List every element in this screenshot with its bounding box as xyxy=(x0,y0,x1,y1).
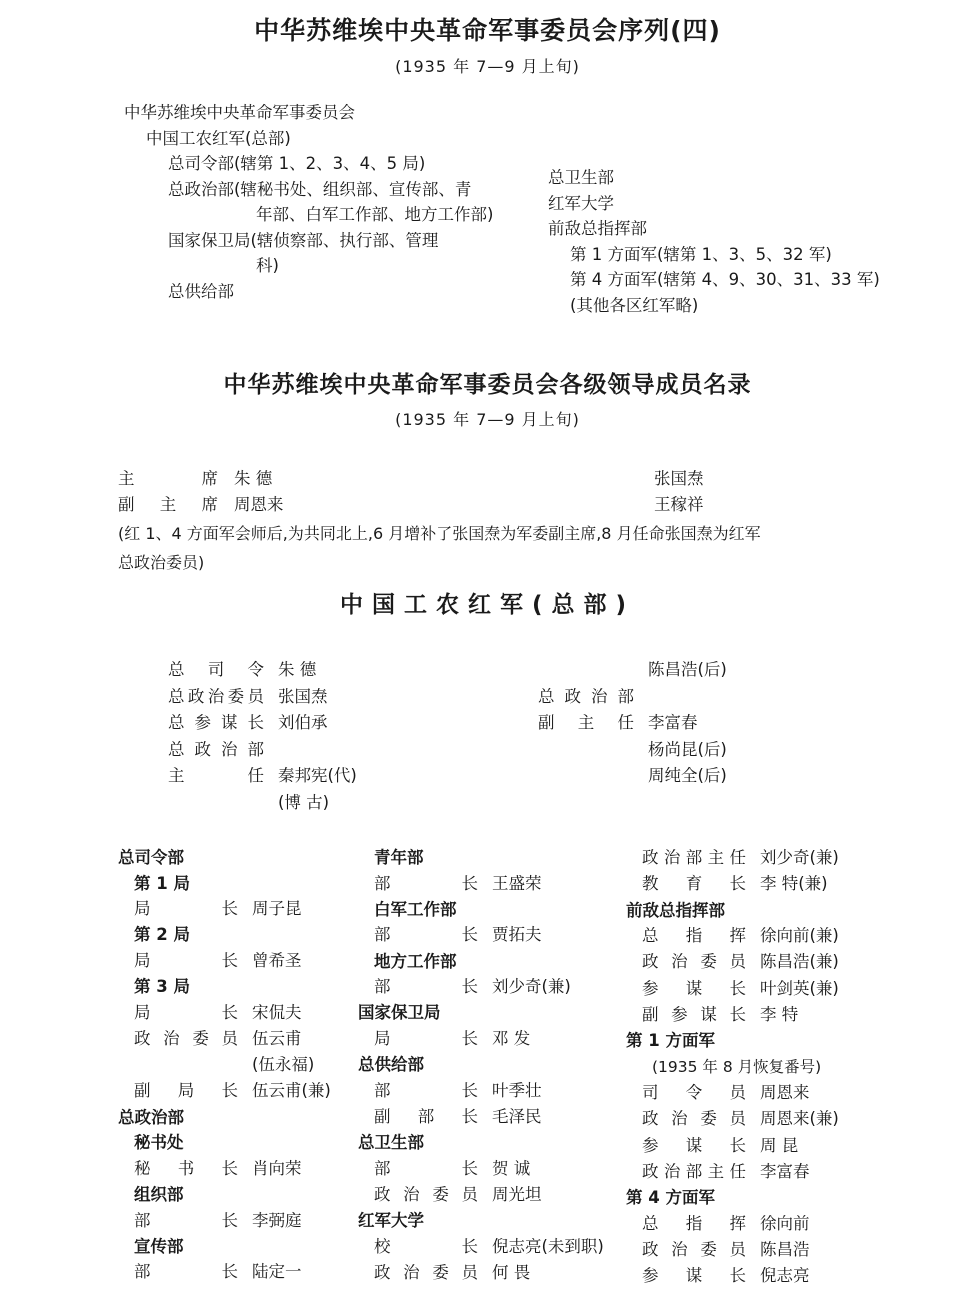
position-row xyxy=(118,948,358,974)
org-tree-line: 红军大学 xyxy=(548,193,614,213)
position-holder: 李富春 xyxy=(760,1161,810,1181)
position-row xyxy=(626,949,926,975)
position-title: 政治委员 xyxy=(374,1185,478,1205)
position-holder: 倪志亮(未到职) xyxy=(492,1236,604,1256)
position-title: 局长 xyxy=(134,950,238,970)
org-tree-right-column xyxy=(548,165,928,318)
hq-roster-left xyxy=(168,657,357,816)
hq-name xyxy=(634,684,648,711)
position-holder: 贾拓夫 xyxy=(492,925,542,945)
unit-heading: 总政治部 xyxy=(118,1107,184,1127)
position-row xyxy=(358,1156,620,1182)
org-tree-line: 国家保卫局(辖侦察部、执行部、管理 xyxy=(168,230,439,250)
position-holder: 陈昌浩(兼) xyxy=(760,952,839,972)
org-tree-line: 科) xyxy=(256,256,279,275)
hq-name-continuation: 杨尚昆(后) xyxy=(648,739,727,759)
unit-heading: 第 2 局 xyxy=(134,925,190,945)
org-tree-line: 总卫生部 xyxy=(548,168,614,187)
roster-role: 主席 xyxy=(118,469,218,488)
unit-heading: 白军工作部 xyxy=(374,899,457,919)
unit-heading: 第 1 方面军 xyxy=(626,1031,715,1051)
position-row xyxy=(626,1080,926,1106)
unit-heading: 总供给部 xyxy=(358,1055,424,1075)
position-title: 政治委员 xyxy=(374,1263,478,1283)
position-row xyxy=(358,1234,620,1260)
org-tree-line: 中国工农红军(总部) xyxy=(146,128,291,148)
position-holder: 李弼庭 xyxy=(252,1210,302,1230)
position-holder: 徐向前(兼) xyxy=(760,926,839,946)
position-holder: 伍云甫(兼) xyxy=(252,1081,331,1101)
position-row xyxy=(358,922,620,948)
hq-row xyxy=(538,684,727,711)
position-row xyxy=(358,974,620,1000)
position-title: 部长 xyxy=(374,977,478,997)
position-holder: 周 昆 xyxy=(760,1135,799,1155)
position-holder: 毛泽民 xyxy=(492,1106,542,1126)
roster-name-secondary: 张国焘 xyxy=(654,469,704,488)
position-holder: 刘少奇(兼) xyxy=(760,848,839,867)
hq-role: 总政治委员 xyxy=(168,686,264,706)
unit-heading: 第 3 局 xyxy=(134,977,190,997)
unit-heading: 前敌总指挥部 xyxy=(626,900,725,920)
position-holder: 邓 发 xyxy=(492,1028,531,1048)
hq-row xyxy=(168,710,357,737)
unit-heading: 青年部 xyxy=(374,848,424,867)
position-title: 总指挥 xyxy=(642,1213,746,1233)
position-holder: 李 特 xyxy=(760,1004,799,1024)
position-holder: 叶季壮 xyxy=(492,1080,542,1100)
position-holder: 何 畏 xyxy=(492,1263,531,1283)
unit-heading: 宣传部 xyxy=(134,1236,184,1256)
position-holder: 陆定一 xyxy=(252,1262,302,1282)
roster-note-line: 总政治委员) xyxy=(118,553,205,572)
hq-row xyxy=(538,710,727,737)
unit-heading: 第 1 局 xyxy=(134,873,190,893)
position-row xyxy=(358,1104,620,1130)
roster-section-subtitle: (1935 年 7—9 月上旬) xyxy=(395,410,580,430)
page-title: 中华苏维埃中央革命军事委员会序列(四) xyxy=(254,16,721,45)
roster-name-secondary: 王稼祥 xyxy=(654,495,704,514)
hq-role: 总参谋长 xyxy=(168,713,264,732)
position-title: 参谋长 xyxy=(642,1266,746,1286)
position-row xyxy=(358,1026,620,1052)
position-title: 副参谋长 xyxy=(642,1004,746,1024)
position-holder: 倪志亮 xyxy=(760,1266,810,1286)
position-title: 部长 xyxy=(134,1210,238,1230)
hq-name-continuation: (博 古) xyxy=(278,792,330,812)
position-title: 政治委员 xyxy=(642,1109,746,1129)
position-holder: 贺 诚 xyxy=(492,1158,531,1178)
position-holder: 周光坦 xyxy=(492,1185,542,1205)
position-row xyxy=(626,1237,926,1263)
position-title: 部长 xyxy=(374,873,478,893)
roster-section-title: 中华苏维埃中央革命军事委员会各级领导成员名录 xyxy=(223,372,752,398)
unit-heading: 国家保卫局 xyxy=(358,1003,441,1023)
position-row xyxy=(118,1208,358,1234)
position-holder: 曾希圣 xyxy=(252,950,302,970)
position-holder: 周恩来(兼) xyxy=(760,1109,839,1129)
roster-role: 副主席 xyxy=(118,495,218,514)
org-tree-line: 总司令部(辖第 1、2、3、4、5 局) xyxy=(168,154,426,173)
roster-name-primary: 周恩来 xyxy=(234,495,284,514)
org-tree-line: (其他各区红军略) xyxy=(570,295,699,315)
position-row xyxy=(358,1260,620,1286)
detail-column-2 xyxy=(358,845,620,1286)
hq-name: 秦邦宪(代) xyxy=(278,766,357,785)
hq-name xyxy=(264,737,278,764)
position-title: 局长 xyxy=(374,1028,478,1048)
position-title: 秘书长 xyxy=(134,1158,238,1178)
position-row xyxy=(358,1078,620,1104)
position-row xyxy=(118,1078,358,1104)
unit-note: (1935 年 8 月恢复番号) xyxy=(652,1057,822,1076)
position-title: 政治委员 xyxy=(134,1028,238,1048)
roster-name-primary: 朱 德 xyxy=(234,469,273,488)
position-title: 副部长 xyxy=(374,1106,478,1126)
position-row xyxy=(626,871,926,897)
position-row xyxy=(626,845,926,871)
roster-row xyxy=(118,492,908,518)
hq-section-title: 中国工农红军(总部) xyxy=(339,592,636,618)
position-row xyxy=(118,1000,358,1026)
position-holder: 周子昆 xyxy=(252,899,302,918)
org-tree-line: 第 1 方面军(辖第 1、3、5、32 军) xyxy=(570,244,832,264)
position-title: 部长 xyxy=(374,1080,478,1100)
org-tree-line: 总供给部 xyxy=(168,281,234,301)
hq-role: 总政治部 xyxy=(168,739,264,759)
unit-heading: 组织部 xyxy=(134,1185,184,1205)
position-holder: 刘少奇(兼) xyxy=(492,977,571,997)
hq-role: 主任 xyxy=(168,766,264,785)
detail-column-1 xyxy=(118,845,358,1286)
hq-name: 张国焘 xyxy=(278,686,328,706)
position-holder: 徐向前 xyxy=(760,1213,810,1233)
hq-roster-right xyxy=(538,657,727,790)
detail-column-3 xyxy=(626,845,926,1290)
position-row xyxy=(118,1259,358,1285)
hq-role: 总司令 xyxy=(168,660,264,679)
unit-heading: 总卫生部 xyxy=(358,1133,424,1153)
position-title: 部长 xyxy=(134,1262,238,1282)
position-holder: 宋侃夫 xyxy=(252,1002,302,1022)
hq-row xyxy=(168,763,357,790)
hq-name: 朱 德 xyxy=(278,660,317,679)
position-title: 政治部主任 xyxy=(642,1161,746,1181)
page-subtitle: (1935 年 7—9 月上旬) xyxy=(395,56,580,76)
position-row xyxy=(626,1159,926,1185)
detail-columns xyxy=(0,845,975,1305)
position-title: 部长 xyxy=(374,1158,478,1178)
position-row xyxy=(626,1133,926,1159)
org-tree-line: 年部、白军工作部、地方工作部) xyxy=(256,205,494,224)
position-title: 校长 xyxy=(374,1236,478,1256)
position-row xyxy=(358,871,620,897)
hq-row xyxy=(168,737,357,764)
org-tree-line: 前敌总指挥部 xyxy=(548,219,647,238)
position-title: 司令员 xyxy=(642,1083,746,1103)
org-tree-line: 中华苏维埃中央革命军事委员会 xyxy=(124,103,355,122)
position-row xyxy=(626,1106,926,1132)
position-row xyxy=(118,896,358,922)
unit-heading: 总司令部 xyxy=(118,848,184,867)
position-row xyxy=(358,1182,620,1208)
position-row xyxy=(626,1211,926,1237)
position-holder: 肖向荣 xyxy=(252,1158,302,1178)
position-holder: 王盛荣 xyxy=(492,873,542,893)
position-holder: 周恩来 xyxy=(760,1083,810,1103)
position-row xyxy=(118,1156,358,1182)
position-title: 政治部主任 xyxy=(642,848,746,867)
position-row xyxy=(626,923,926,949)
position-title: 政治委员 xyxy=(642,1240,746,1260)
position-holder: 陈昌浩 xyxy=(760,1240,810,1260)
hq-role: 副主任 xyxy=(538,713,634,732)
position-title: 教育长 xyxy=(642,874,746,894)
roster-note-line: (红 1、4 方面军会师后,为共同北上,6 月增补了张国焘为军委副主席,8 月任命张国焘为红军 xyxy=(118,524,761,543)
position-title: 总指挥 xyxy=(642,926,746,946)
leadership-roster xyxy=(118,466,908,576)
hq-role: 总政治部 xyxy=(538,686,634,706)
org-tree-line: 第 4 方面军(辖第 4、9、30、31、33 军) xyxy=(570,270,880,289)
position-title: 局长 xyxy=(134,899,238,918)
org-tree-left-column xyxy=(124,100,554,304)
position-holder: 李 特(兼) xyxy=(760,874,828,894)
position-title: 参谋长 xyxy=(642,978,746,998)
unit-heading: 地方工作部 xyxy=(374,951,457,971)
position-row xyxy=(626,1002,926,1028)
hq-row xyxy=(168,657,357,684)
position-holder: 伍云甫 xyxy=(252,1028,302,1048)
hq-name-continuation: 陈昌浩(后) xyxy=(648,660,727,679)
position-title: 部长 xyxy=(374,925,478,945)
position-row xyxy=(118,1026,358,1052)
unit-heading: 红军大学 xyxy=(358,1211,424,1231)
roster-row xyxy=(118,466,908,492)
hq-row xyxy=(168,684,357,711)
position-title: 政治委员 xyxy=(642,952,746,972)
hq-name-continuation: 周纯全(后) xyxy=(648,766,727,785)
position-row xyxy=(626,1263,926,1289)
hq-name: 李富春 xyxy=(648,713,698,732)
position-row xyxy=(626,976,926,1002)
unit-heading: 秘书处 xyxy=(134,1133,184,1153)
position-title: 副局长 xyxy=(134,1081,238,1101)
position-holder: 叶剑英(兼) xyxy=(760,978,839,998)
unit-heading: 第 4 方面军 xyxy=(626,1188,715,1208)
org-tree-line: 总政治部(辖秘书处、组织部、宣传部、青 xyxy=(168,179,472,199)
position-title: 参谋长 xyxy=(642,1135,746,1155)
position-title: 局长 xyxy=(134,1002,238,1022)
position-holder-alias: (伍永福) xyxy=(252,1055,315,1075)
hq-name: 刘伯承 xyxy=(278,713,328,732)
